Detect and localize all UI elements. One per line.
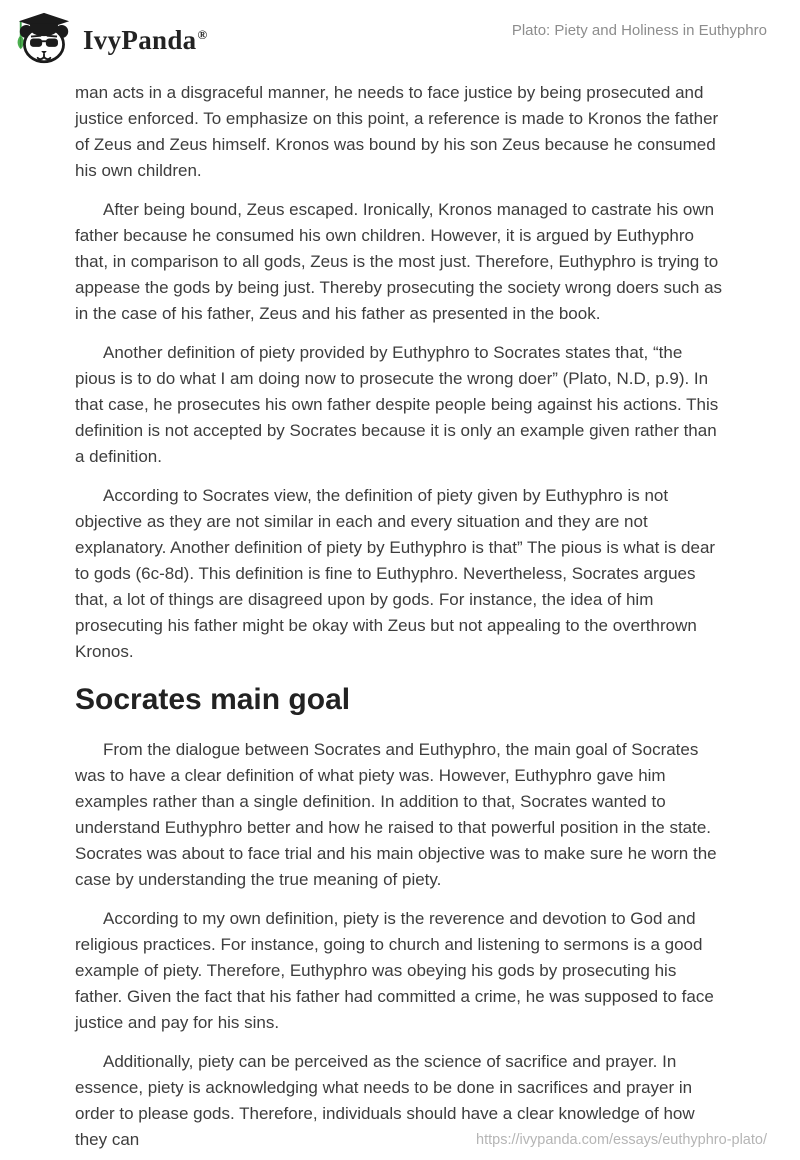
document-title: Plato: Piety and Holiness in Euthyphro [511,22,767,39]
paragraph: According to Socrates view, the definition of piety given by Euthyphro is not objective as they are not similar in each and every situation and they are not explanatory. Another definition of piety by Euthyphro is that” The pious is what is dear to gods (6c-8d). This definition is fine to Euthyphro. Nevertheless, Socrates argues that, a lot of things are disagreed upon by gods. For instance, the idea of him prosecuting his father might be okay with Zeus but not appealing to the overthrown Kronos. [75,486,716,661]
panda-graduate-icon [14,11,74,65]
ivypanda-logo [14,8,207,67]
paragraph: Another definition of piety provided by Euthyphro to Socrates states that, “the pious is to do what I am doing now to prosecute the wrong doer” (Plato, N.D, p.9). In that case, he prosecutes his own father despite people being against his actions. This definition is not accepted by Socrates because it is only an example given rather than a definition. [75,343,719,466]
source-url: https://ivypanda.com/essays/euthyphro-plato/ [476,1132,767,1148]
paragraph: According to my own definition, piety is the reverence and devotion to God and religious practices. For instance, going to church and listening to sermons is a good example of piety. Therefore, Euthyphro was obeying his gods by prosecuting his father. Given the fact that his father had committed a crime, he was supposed to face justice and pay for his sins. [75,909,714,1032]
registered-mark: ® [197,27,208,42]
paragraph: man acts in a disgraceful manner, he needs to face justice by being prosecuted and justice enforced. To emphasize on this point, a reference is made to Kronos the father of Zeus and Zeus himself. Kronos was bound by his son Zeus because he consumed his own children. [75,83,719,180]
paragraph: Additionally, piety can be perceived as the science of sacrifice and prayer. In essence, piety is acknowledging what needs to be done in sacrifices and prayer in order to please gods. Therefore, individuals should have a clear knowledge of how they can [75,1052,695,1149]
logo-wordmark: IvyPanda® [83,25,208,55]
paragraph: From the dialogue between Socrates and Euthyphro, the main goal of Socrates was to have a clear definition of what piety was. However, Euthyphro gave him examples rather than a single definition. In addition to that, Socrates wanted to understand Euthyphro better and how he raised to that powerful position in the state. Socrates was about to face trial and his main objective was to make sure he worn the case by understanding the true meaning of piety. [75,740,717,889]
page-header [0,0,800,67]
essay-body [75,80,725,1153]
paragraph: After being bound, Zeus escaped. Ironically, Kronos managed to castrate his own father because he consumed his own children. However, it is argued by Euthyphro that, in comparison to all gods, Zeus is the most just. Therefore, Euthyphro is trying to appease the gods by being just. Thereby prosecuting the society wrong doers such as in the case of his father, Zeus and his father as presented in the book. [75,200,723,323]
section-heading: Socrates main goal [75,683,351,716]
